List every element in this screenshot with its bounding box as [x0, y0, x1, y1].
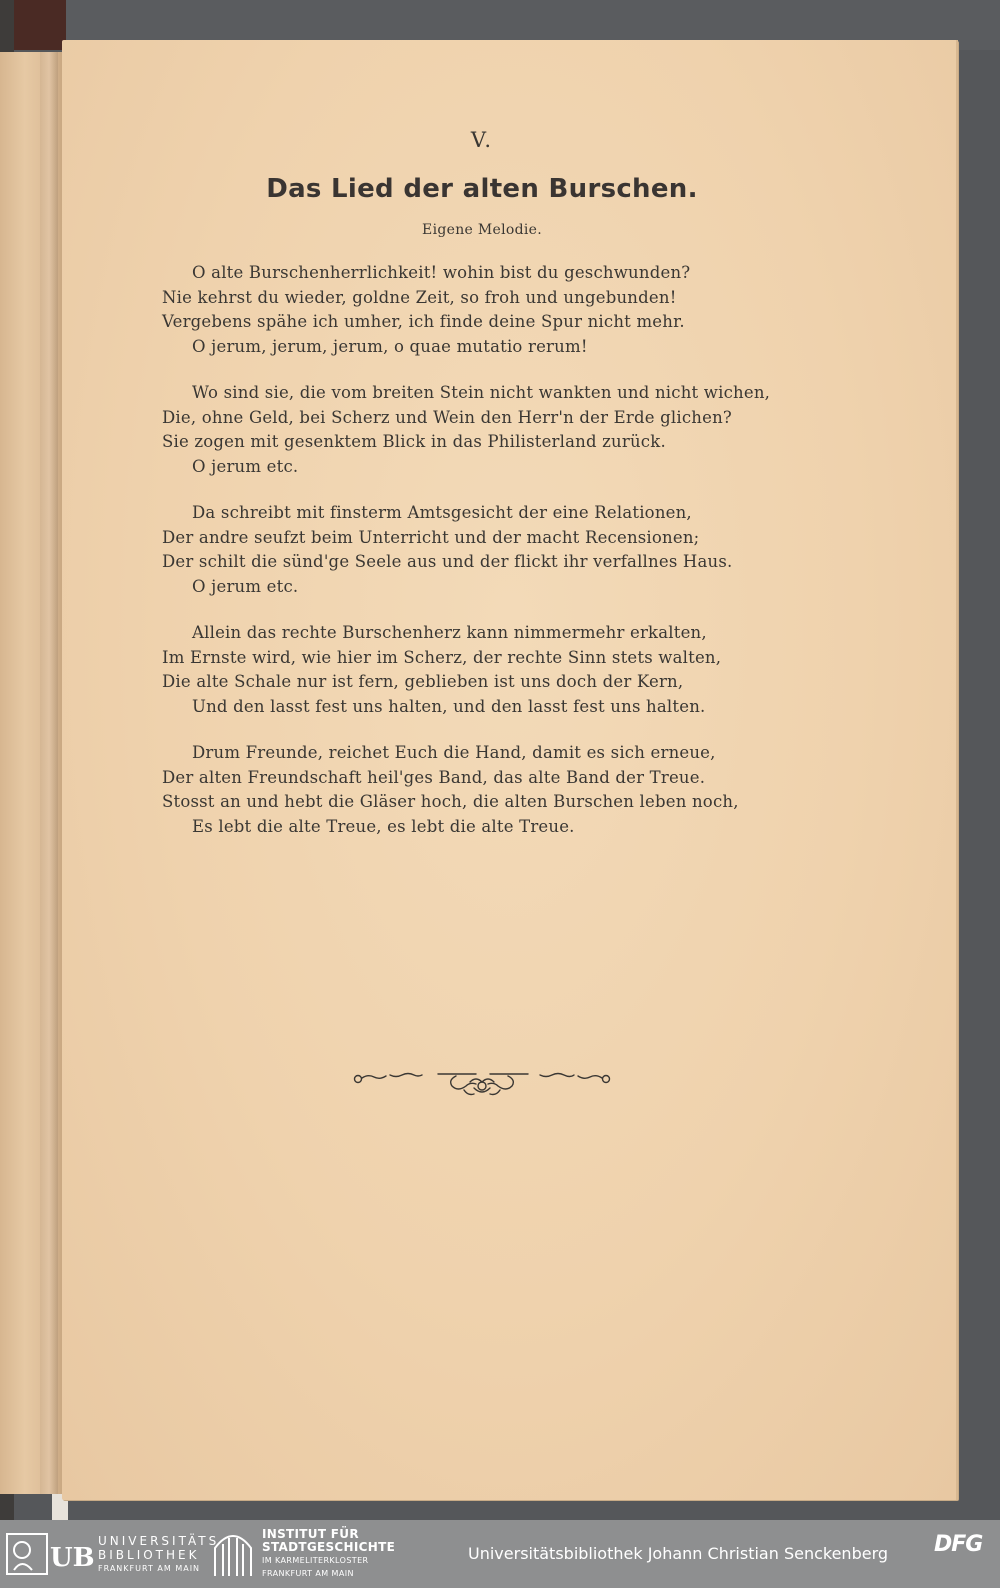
verse-line: O jerum etc.: [192, 456, 299, 476]
ornament-divider: [352, 1066, 612, 1100]
verse-line: Allein das rechte Burschenherz kann nimmermehr erkalten,: [192, 623, 707, 642]
dfg-logo: DFG: [934, 1532, 983, 1557]
verse-line: Der andre seufzt beim Unterricht und der macht Recensionen;: [162, 527, 700, 547]
verse-line: Stosst an und hebt die Gläser hoch, die alten Burschen leben noch,: [162, 792, 739, 811]
melody-note: Eigene Melodie.: [422, 222, 542, 238]
institute-logo-icon: [212, 1530, 254, 1578]
verse-line: Im Ernste wird, wie hier im Scherz, der rechte Sinn stets walten,: [162, 647, 722, 667]
institute-name: INSTITUT FÜR STADTGESCHICHTE IM KARMELITERKLOSTER FRANKFURT AM MAIN: [262, 1527, 396, 1578]
verse-line: Es lebt die alte Treue, es lebt die alte Treue.: [192, 816, 575, 836]
verse-line: O jerum, jerum, jerum, o quae mutatio rerum!: [192, 336, 588, 356]
verse-line: Der schilt die sünd'ge Seele aus und der flickt ihr verfallnes Haus.: [162, 552, 733, 571]
book-cover-corner: [14, 0, 66, 50]
page-text: [162, 128, 862, 861]
stanza: [162, 501, 862, 599]
verse-line: O alte Burschenherrlichkeit! wohin bist du geschwunden?: [192, 263, 691, 282]
stanzas: [162, 261, 862, 839]
verse-line: Da schreibt mit finsterm Amtsgesicht der eine Relationen,: [192, 503, 692, 522]
stanza: [162, 621, 862, 719]
verse-line: O jerum etc.: [192, 576, 299, 596]
repository-name: Universitätsbibliothek Johann Christian Senckenberg: [468, 1544, 889, 1563]
chapter-number: V.: [470, 128, 494, 152]
verse-line: Wo sind sie, die vom breiten Stein nicht wankten und nicht wichen,: [192, 383, 771, 402]
footer-bar: [0, 1520, 1000, 1588]
verse-line: Sie zogen mit gesenktem Blick in das Philisterland zurück.: [162, 432, 666, 451]
song-title: Das Lied der alten Burschen.: [266, 174, 698, 204]
ub-name: UNIVERSITÄTS BIBLIOTHEK FRANKFURT AM MAIN: [98, 1534, 220, 1573]
stanza: [162, 381, 862, 479]
verse-line: Die alte Schale nur ist fern, geblieben ist uns doch der Kern,: [162, 672, 684, 691]
scanned-page: [62, 40, 958, 1500]
verse-line: Vergebens spähe ich umher, ich finde deine Spur nicht mehr.: [162, 312, 685, 331]
verse-line: Drum Freunde, reichet Euch die Hand, damit es sich erneue,: [192, 743, 716, 762]
verse-line: Nie kehrst du wieder, goldne Zeit, so froh und ungebunden!: [162, 287, 677, 307]
verse-line: Die, ohne Geld, bei Scherz und Wein den Herr'n der Erde glichen?: [162, 407, 732, 427]
previous-leaf-edge: [0, 52, 63, 1494]
verse-line: Der alten Freundschaft heil'ges Band, das alte Band der Treue.: [162, 767, 706, 787]
stanza: [162, 261, 862, 359]
stanza: [162, 741, 862, 839]
ub-logo-icon: [6, 1532, 95, 1576]
verse-line: Und den lasst fest uns halten, und den lasst fest uns halten.: [192, 696, 706, 716]
svg-text:UB: UB: [50, 1543, 95, 1573]
